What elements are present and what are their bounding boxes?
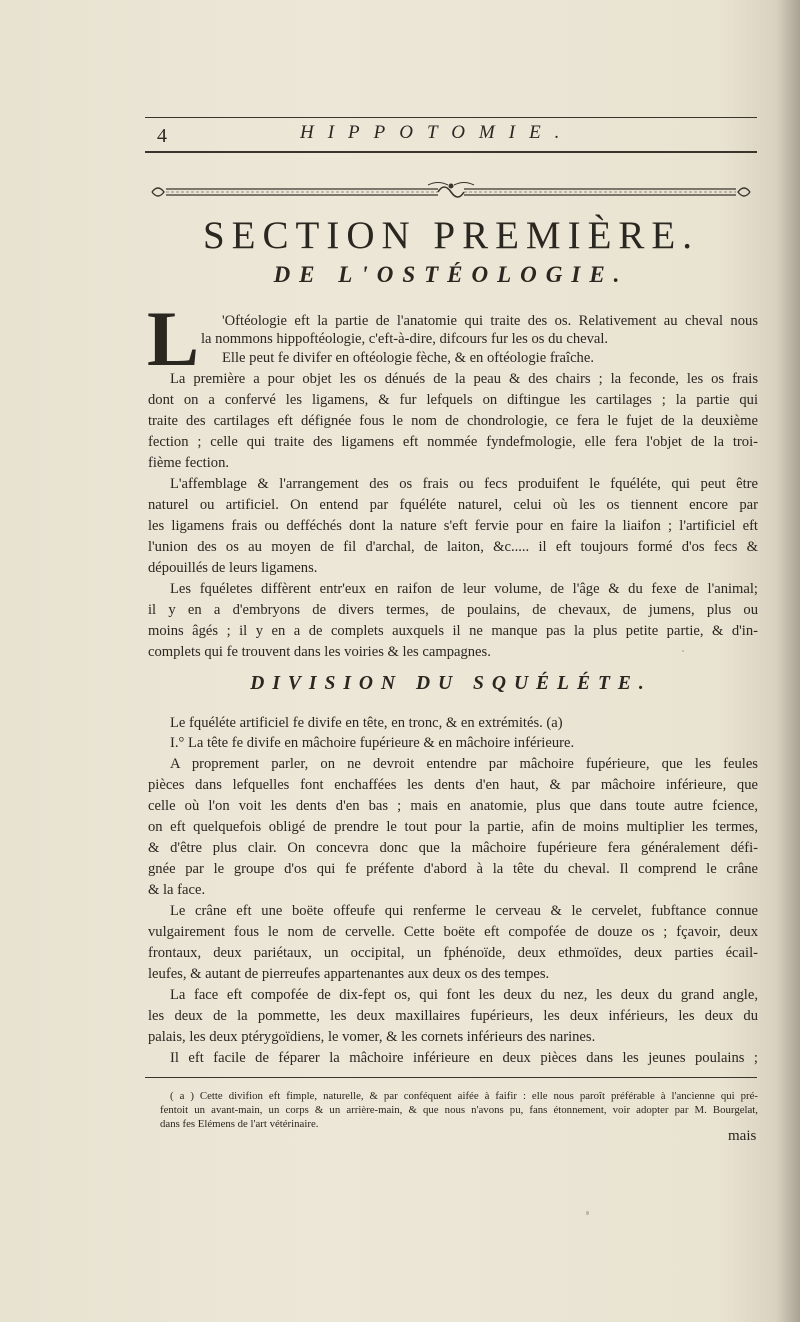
text-line: Le fquéléte artificiel fe divife en tête, en tronc, & en extrémités. (a)	[170, 715, 563, 731]
footnote-line: ( a ) Cette divifion eft fimple, naturelle, & par conféquent aifée à faifir : elle nous paroît préférable à l'ancienne qui pré-	[170, 1090, 758, 1102]
footnote-line: fentoit un avant-main, un corps & un arrière-main, & que nous n'avons pu, fans étonnement, voir adopter par M. Bourgelat,	[160, 1104, 758, 1116]
top-rule	[145, 117, 757, 118]
paper-spot	[682, 650, 684, 652]
catchword: mais	[728, 1128, 757, 1144]
text-line: naturel ou artificiel. On entend par fquéléte naturel, celui où les os tiennent encore par	[148, 497, 758, 513]
text-line: La première a pour objet les os dénués de la peau & des chairs ; la feconde, les os frais	[170, 371, 758, 387]
footnote-line: dans fes Elémens de l'art vétérinaire.	[160, 1118, 319, 1130]
text-line: Elle peut fe divifer en oftéologie fèche, & en oftéologie fraîche.	[222, 350, 594, 366]
text-line: dont on a confervé les ligamens, & fur lefquels on diftingue les cartilages ; la partie qui	[148, 392, 758, 408]
text-line: les ligamens frais ou defféchés dont la nature s'eft fervie pour en faire la liaifon ; l'artificiel eft	[148, 518, 758, 534]
text-line: moins âgés ; il y en a de complets auxquels il ne manque pas la plus petite partie, & d'in-	[148, 623, 758, 639]
text-line: leufes, & autant de pierreufes appartenantes aux deux os des tempes.	[148, 966, 550, 982]
text-line: traite des cartilages eft défignée fous le nom de chondrologie, ce fera le fujet de la deuxième	[148, 413, 758, 429]
running-head: HIPPOTOMIE.	[300, 122, 574, 143]
text-line: fième fection.	[148, 455, 230, 471]
section-subtitle: DE L'OSTÉOLOGIE.	[273, 262, 629, 287]
text-line: on eft quelquefois obligé de prendre le tout pour la partie, afin de moins multiplier les termes,	[148, 819, 758, 835]
text-line: les deux de la pommette, les deux maxillaires fupérieurs, les deux inférieurs, les deux du	[148, 1008, 758, 1024]
text-line: L'affemblage & l'arrangement des os frais ou fecs produifent le fquéléte, qui peut être	[170, 476, 758, 492]
text-line: palais, les deux ptérygoïdiens, le vomer, & les cornets inférieurs des narines.	[148, 1029, 596, 1045]
text-line: vulgairement fous le nom de cervelle. Cette boëte eft compofée de douze os ; fçavoir, deux	[148, 924, 758, 940]
text-line: 'Oftéologie eft la partie de l'anatomie qui traite des os. Relativement au cheval nous	[222, 313, 758, 329]
text-line: frontaux, deux pariétaux, un occipital, un fphénoïde, deux ethmoïdes, deux parties écail-	[148, 945, 758, 961]
text-line: la nommons hippoftéologie, c'eft-à-dire, difcours fur les os du cheval.	[201, 331, 609, 347]
text-line: fection ; celle qui traite des ligamens eft nommée fyndefmologie, elle fera l'objet de la troi-	[148, 434, 758, 450]
text-line: Les fquéletes diffèrent entr'eux en raifon de leur volume, de l'âge & du fexe de l'animal;	[170, 581, 758, 597]
text-line: pièces dans lefquelles font enchaffées les dents d'en haut, & par mâchoire inférieure, que	[148, 777, 758, 793]
ornamental-band	[148, 180, 754, 204]
page-number: 4	[157, 125, 167, 147]
text-line: Il eft facile de féparer la mâchoire inférieure en deux pièces dans les jeunes poulains ;	[170, 1050, 758, 1066]
header-rule	[145, 151, 757, 153]
text-line: A proprement parler, on ne devroit entendre par mâchoire fupérieure, que les feules	[170, 756, 758, 772]
footnote-rule	[145, 1077, 757, 1078]
text-line: & d'être plus clair. On concevra donc que la mâchoire fupérieure fera généralement défi-	[148, 840, 758, 856]
text-line: I.° La tête fe divife en mâchoire fupérieure & en mâchoire inférieure.	[170, 735, 575, 751]
text-line: gnée par le groupe d'os qui fe préfente d'abord à la tête du cheval. Il comprend le crâne	[148, 861, 758, 877]
drop-cap: L	[147, 295, 200, 382]
paper-spot	[586, 1211, 589, 1215]
text-line: dépouillés de leurs ligamens.	[148, 560, 318, 576]
text-line: Le crâne eft une boëte offeufe qui renferme le cerveau & le cervelet, fubftance connue	[170, 903, 758, 919]
section-title: SECTION PREMIÈRE.	[202, 214, 699, 257]
division-heading: DIVISION DU SQUÉLÉTE.	[250, 673, 652, 694]
text-line: il y en a d'embryons de divers termes, de poulains, de chevaux, de jumens, plus ou	[148, 602, 758, 618]
text-line: l'union des os au moyen de fil d'archal, de laiton, &c..... il eft toujours formé d'os fecs &	[148, 539, 758, 555]
text-line: La face eft compofée de dix-fept os, qui font les deux du nez, les deux du grand angle,	[170, 987, 758, 1003]
text-line: & la face.	[148, 882, 206, 898]
text-line: celle où l'on voit les dents d'en bas ; mais en anatomie, plus que dans toute autre fcience,	[148, 798, 758, 814]
text-line: complets qui fe trouvent dans les voiries & les campagnes.	[148, 644, 491, 660]
